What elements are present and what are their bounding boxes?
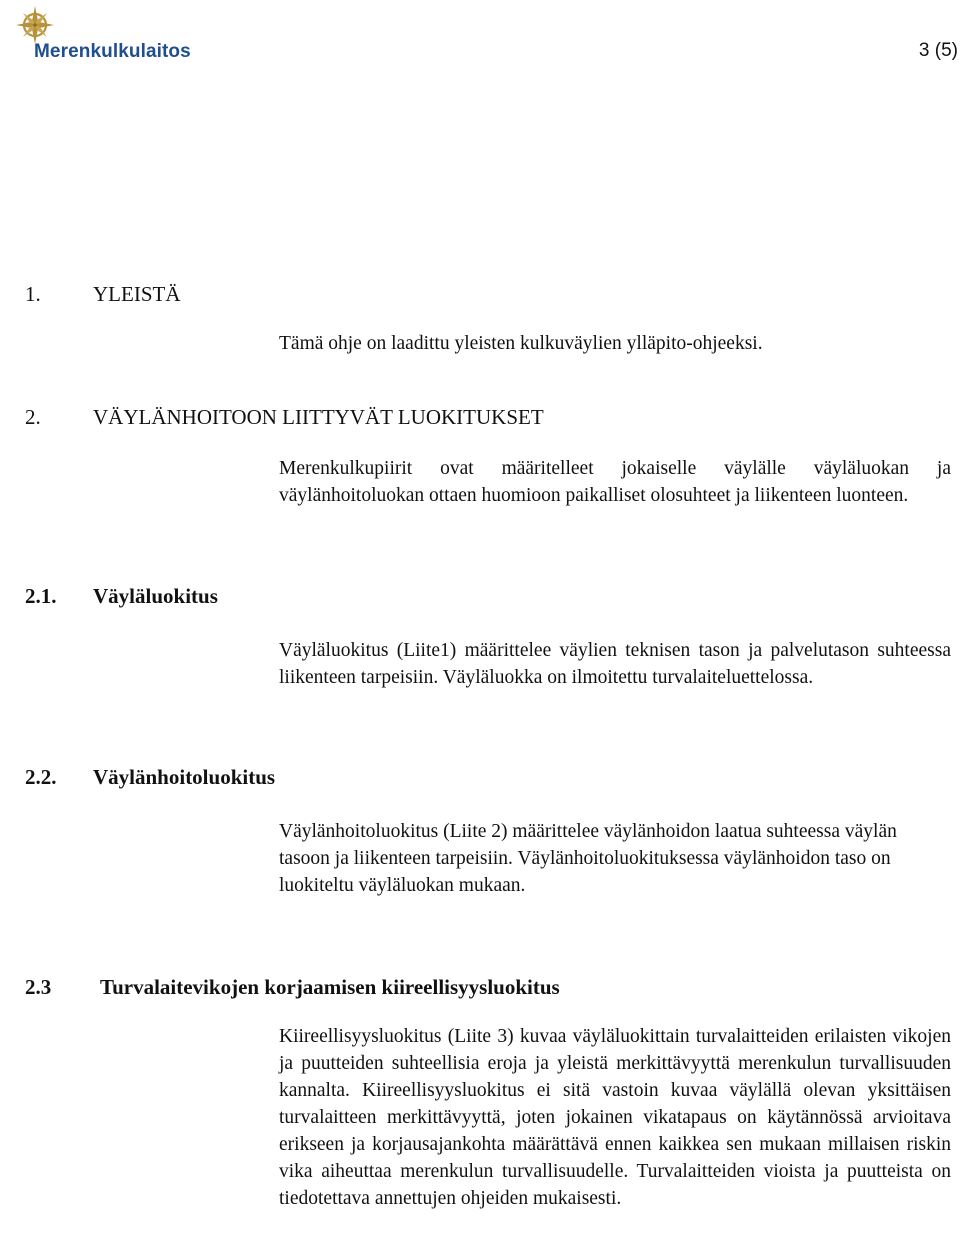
section-paragraph: Merenkulkupiirit ovat määritelleet jokaiselle väylälle väyläluokan ja väylänhoitoluokan ottaen huomioon paikalliset olosuhteet ja liikenteen luonteen.: [279, 458, 951, 506]
section-number: 2.2.: [25, 765, 57, 789]
section-number: 2.: [25, 405, 41, 429]
logo-wordmark: Merenkulkulaitos: [34, 41, 191, 62]
page-number: 3 (5): [918, 40, 958, 61]
section-paragraph: Väylänhoitoluokitus (Liite 2) määrittelee väylänhoidon laatua suhteessa väylän tasoon ja liikenteen tarpeisiin. Väylänhoitoluokituksessa väylänhoidon taso on luokiteltu väyläluokan mukaan.: [279, 821, 897, 896]
section-title: Väyläluokitus: [93, 584, 218, 608]
section-title: YLEISTÄ: [93, 282, 181, 306]
merenkulkulaitos-logo: [6, 5, 191, 65]
section-number: 1.: [25, 282, 41, 306]
section-title: Turvalaitevikojen korjaamisen kiireellisyysluokitus: [100, 975, 560, 999]
section-number: 2.1.: [25, 584, 57, 608]
section-paragraph: Väyläluokitus (Liite1) määrittelee väylien teknisen tason ja palvelutason suhteessa liikenteen tarpeisiin. Väyläluokka on ilmoitettu turvalaiteluettelossa.: [279, 640, 951, 688]
section-paragraph: Kiireellisyysluokitus (Liite 3) kuvaa väyläluokittain turvalaitteiden erilaisten vikojen ja puutteiden suhteellisia eroja ja yleistä merkittävyyttä merenkulun turvallisuuden kannalta. Kiireellisyysluokitus ei sitä vastoin kuvaa väylällä olevan yksittäisen turvalaitteen merkittävyyttä, joten jokainen vikatapaus on käytännössä arvioitava erikseen ja korjausajankohta määrättävä ennen kaikkea sen mukaan millaisen riskin vika aiheuttaa merenkulun turvallisuudelle. Turvalaitteiden vioista ja puutteista on tiedotettava annettujen ohjeiden mukaisesti.: [279, 1026, 951, 1209]
section-title: VÄYLÄNHOITOON LIITTYVÄT LUOKITUKSET: [93, 405, 544, 429]
section-number: 2.3: [25, 975, 52, 999]
section-paragraph: Tämä ohje on laadittu yleisten kulkuväylien ylläpito-ohjeeksi.: [279, 333, 763, 354]
section-title: Väylänhoitoluokitus: [93, 765, 276, 789]
